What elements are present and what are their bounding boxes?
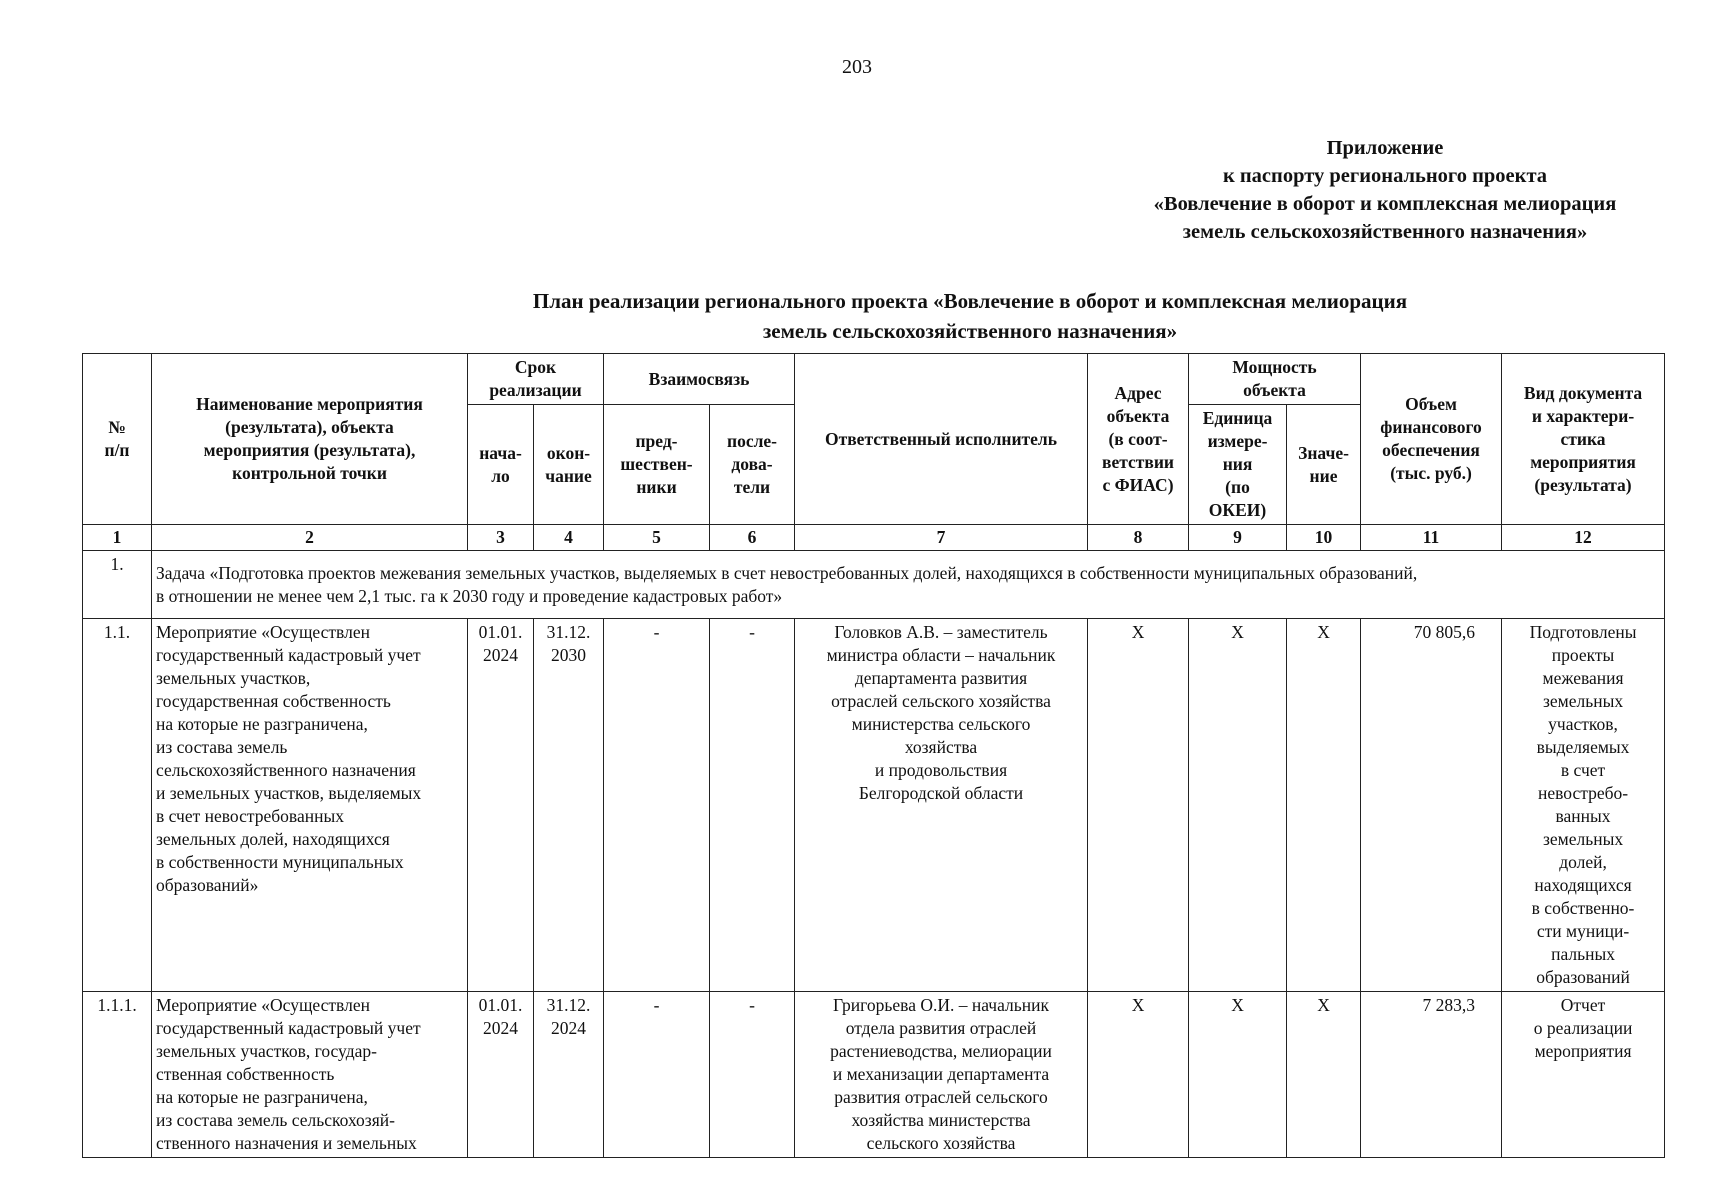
page-number: 203: [842, 56, 872, 78]
document-title: [440, 286, 1500, 346]
row-doc-type: Отчет о реализации мероприятия: [1502, 992, 1665, 1158]
column-number: 3: [468, 525, 534, 551]
column-number: 8: [1088, 525, 1189, 551]
appendix-line: «Вовлечение в оборот и комплексная мелиорация: [1153, 193, 1617, 215]
table-row: [83, 992, 1665, 1158]
header-successors: после- дова- тели: [710, 405, 795, 525]
column-number: 7: [795, 525, 1088, 551]
header-num: № п/п: [83, 354, 152, 525]
task-row: [83, 551, 1665, 619]
row-unit: Х: [1189, 992, 1287, 1158]
column-number: 9: [1189, 525, 1287, 551]
title-line: План реализации регионального проекта «Вовлечение в оборот и комплексная мелиорация: [532, 289, 1408, 313]
appendix-line: к паспорту регионального проекта: [1222, 165, 1548, 187]
row-num: 1.1.: [83, 619, 152, 992]
row-name: Мероприятие «Осуществлен государственный кадастровый учет земельных участков, государ- ственная собственность на которые не разграничена, из состава земель сельскохозяй- ственного назначения и земельных: [152, 992, 468, 1158]
header-term-end: окон- чание: [534, 405, 604, 525]
column-number: 2: [152, 525, 468, 551]
task-num: 1.: [83, 551, 152, 619]
appendix-line: земель сельскохозяйственного назначения»: [1182, 221, 1588, 243]
header-funding: Объем финансового обеспечения (тыс. руб.): [1361, 354, 1502, 525]
column-number: 6: [710, 525, 795, 551]
header-address: Адрес объекта (в соот- ветствии с ФИАС): [1088, 354, 1189, 525]
appendix-header: [1085, 134, 1685, 246]
row-predecessors: -: [604, 619, 710, 992]
header-executor: Ответственный исполнитель: [795, 354, 1088, 525]
row-doc-type: Подготовлены проекты межевания земельных участков, выделяемых в счет невостребо- ванных земельных долей, находящихся в собственно- сти муници- пальных образований: [1502, 619, 1665, 992]
header-predecessors: пред- шествен- ники: [604, 405, 710, 525]
row-executor: Григорьева О.И. – начальник отдела развития отраслей растениеводства, мелиорации и механизации департамента развития отраслей сельского хозяйства министерства сельского хозяйства: [795, 992, 1088, 1158]
row-successors: -: [710, 619, 795, 992]
task-text: Задача «Подготовка проектов межевания земельных участков, выделяемых в счет невостребованных долей, находящихся в собственности муниципальных образований, в отношении не менее чем 2,1 тыс. га к 2030 году и проведение кадастровых работ»: [152, 551, 1665, 619]
header-relation: Взаимосвязь: [604, 354, 795, 405]
row-funding: 70 805,6: [1361, 619, 1502, 992]
row-address: Х: [1088, 992, 1189, 1158]
header-unit: Единица измере- ния (по ОКЕИ): [1189, 405, 1287, 525]
row-unit: Х: [1189, 619, 1287, 992]
title-line: земель сельскохозяйственного назначения»: [762, 319, 1178, 343]
column-number: 10: [1287, 525, 1361, 551]
row-predecessors: -: [604, 992, 710, 1158]
header-doc-type: Вид документа и характери- стика мероприятия (результата): [1502, 354, 1665, 525]
column-number: 12: [1502, 525, 1665, 551]
header-row-1: [83, 354, 1665, 405]
row-start: 01.01. 2024: [468, 619, 534, 992]
header-term-start: нача- ло: [468, 405, 534, 525]
table-row: [83, 619, 1665, 992]
row-name: Мероприятие «Осуществлен государственный кадастровый учет земельных участков, государственная собственность на которые не разграничена, из состава земель сельскохозяйственного назначения и земельных участков, выделяемых в счет невостребованных земельных долей, находящихся в собственности муниципальных образований»: [152, 619, 468, 992]
row-successors: -: [710, 992, 795, 1158]
column-number: 1: [83, 525, 152, 551]
row-funding: 7 283,3: [1361, 992, 1502, 1158]
column-number: 11: [1361, 525, 1502, 551]
row-executor: Головков А.В. – заместитель министра области – начальник департамента развития отраслей сельского хозяйства министерства сельского хозяйства и продовольствия Белгородской области: [795, 619, 1088, 992]
row-value: Х: [1287, 619, 1361, 992]
row-start: 01.01. 2024: [468, 992, 534, 1158]
header-capacity: Мощность объекта: [1189, 354, 1361, 405]
row-end: 31.12. 2030: [534, 619, 604, 992]
row-num: 1.1.1.: [83, 992, 152, 1158]
header-value: Значе- ние: [1287, 405, 1361, 525]
row-address: Х: [1088, 619, 1189, 992]
plan-table: [82, 353, 1665, 1158]
column-number: 4: [534, 525, 604, 551]
header-name: Наименование мероприятия (результата), объекта мероприятия (результата), контрольной точки: [152, 354, 468, 525]
column-number: 5: [604, 525, 710, 551]
column-numbers-row: [83, 525, 1665, 551]
appendix-line: Приложение: [1326, 137, 1444, 159]
header-term: Срок реализации: [468, 354, 604, 405]
row-end: 31.12. 2024: [534, 992, 604, 1158]
row-value: Х: [1287, 992, 1361, 1158]
